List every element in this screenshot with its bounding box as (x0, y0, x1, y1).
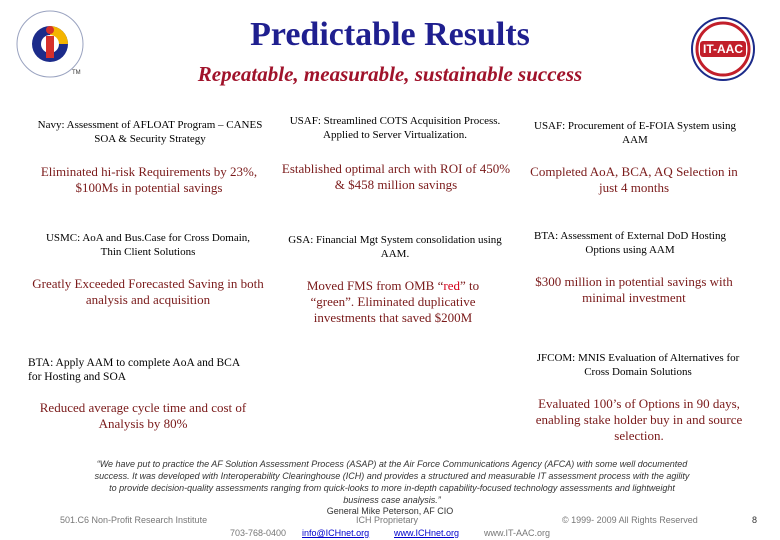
itaac-logo-text: IT-AAC (703, 42, 743, 56)
page-subtitle: Repeatable, measurable, sustainable success (197, 62, 583, 86)
case-header-usmc: USMC: AoA and Bus.Case for Cross Domain, Thin Client Solutions (45, 232, 251, 258)
case-result-usaf-cots: Established optimal arch with ROI of 450% & $458 million savings (281, 161, 511, 192)
testimonial-quote: “We have put to practice the AF Solution Assessment Process (ASAP) at the Air Force Communications Agency (AFCA) with some well documented success. It was developed with Interoperability Clearinghouse (ICH) and provides a structured and measurable IT assessment process with the agility to provide decision-quality assessments ranging from quick-looks to more in-depth capability-focused technology assessments and lightweight business case analysis.” (94, 459, 690, 505)
case-result-usmc-text: Greatly Exceeded Forecasted Saving in both analysis and acquisition (32, 276, 264, 307)
case-result-navy: Eliminated hi-risk Requirements by 23%, $100Ms in potential savings (40, 164, 258, 195)
footer-phone: 703-768-0400 (230, 528, 287, 538)
case-result-jfcom: Evaluated 100’s of Options in 90 days, enabling stake holder buy in and source selection. (535, 396, 743, 443)
case-header-usaf-cots: USAF: Streamlined COTS Acquisition Process. Applied to Server Virtualization. (289, 115, 501, 141)
case-result-bta-hosting: $300 million in potential savings with minimal investment (535, 274, 733, 305)
case-result-bta-aoa: Reduced average cycle time and cost of Analysis by 80% (39, 400, 247, 431)
case-header-bta-hosting: BTA: Assessment of External DoD Hosting Options using AAM (534, 230, 726, 256)
case-result-gsa-red: red (443, 278, 460, 293)
case-header-bta-aoa: BTA: Apply AAM to complete AoA and BCA for Hosting and SOA (28, 357, 240, 383)
footer-proprietary: ICH Proprietary (356, 515, 419, 525)
footer-copyright: © 1999- 2009 All Rights Reserved (562, 515, 698, 525)
case-header-navy: Navy: Assessment of AFLOAT Program – CANES SOA & Security Strategy (37, 119, 263, 145)
case-result-usmc (26, 276, 270, 308)
case-header-jfcom: JFCOM: MNIS Evaluation of Alternatives for Cross Domain Solutions (536, 352, 740, 378)
case-header-usaf-foia: USAF: Procurement of E-FOIA System using AAM (534, 120, 736, 146)
footer-ichnet-link[interactable]: www.ICHnet.org (394, 528, 460, 538)
case-result-gsa-suffix: ” to “green”. Eliminated duplicative investments that saved $200M (310, 278, 480, 325)
case-result-usaf-foia: Completed AoA, BCA, AQ Selection in just 4 months (530, 164, 738, 195)
logo-tm: TM (72, 70, 81, 76)
footer-page-number: 8 (752, 515, 758, 525)
case-result-gsa (288, 278, 498, 326)
footer-org: 501.C6 Non-Profit Research Institute (60, 515, 208, 525)
page-title: Predictable Results (250, 16, 530, 53)
case-header-gsa: GSA: Financial Mgt System consolidation using AAM. (288, 234, 502, 260)
footer-email-link[interactable]: info@ICHnet.org (302, 528, 370, 538)
case-result-gsa-prefix: Moved FMS from OMB “ (306, 278, 444, 293)
footer-itaac-url: www.IT-AAC.org (484, 528, 551, 538)
testimonial-author: General Mike Peterson, AF CIO (326, 506, 454, 516)
